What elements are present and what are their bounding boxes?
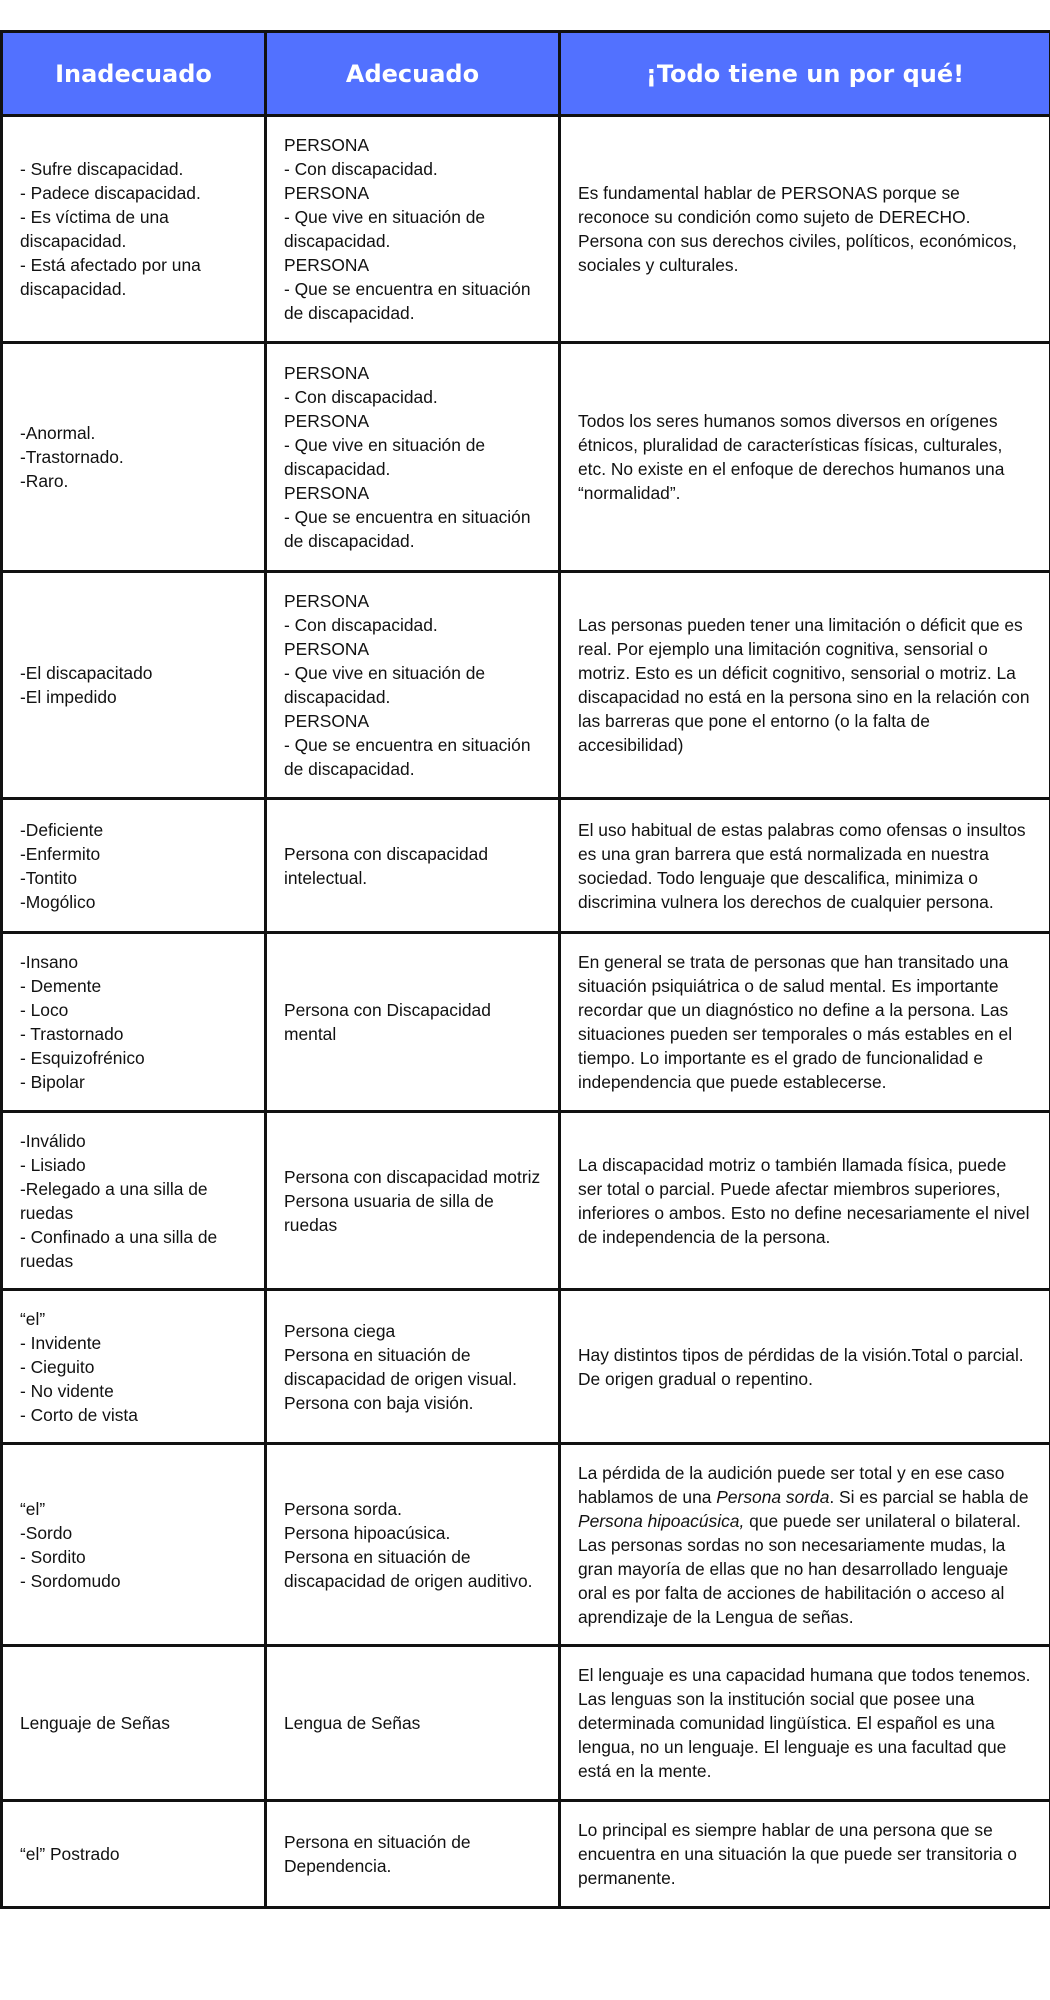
- cell-inadecuado: “el” Postrado: [2, 1801, 266, 1908]
- header-adecuado: Adecuado: [266, 32, 560, 116]
- cell-adecuado: PERSONA - Con discapacidad. PERSONA - Que vive en situación de discapacidad. PERSONA - Que se encuentra en situación de discapacidad.: [266, 116, 560, 343]
- table-row: [2, 572, 1050, 799]
- cell-explicacion: En general se trata de personas que han transitado una situación psiquiátrica o de salud mental. Es importante recordar que un diagnóstico no define a la persona. Las situaciones pueden ser temporales o más estables en el tiempo. Lo importante es el grado de funcionalidad e independencia que puede establecerse.: [560, 933, 1050, 1112]
- explicacion-text: La pérdida de la audición puede ser total y en ese caso hablamos de una: [578, 1462, 1005, 1507]
- header-row: [2, 32, 1050, 116]
- cell-adecuado: Lengua de Señas: [266, 1646, 560, 1801]
- table-row: [2, 799, 1050, 933]
- header-por-que: ¡Todo tiene un por qué!: [560, 32, 1050, 116]
- table-row: [2, 1801, 1050, 1908]
- cell-adecuado: Persona con discapacidad intelectual.: [266, 799, 560, 933]
- cell-adecuado: Persona ciega Persona en situación de discapacidad de origen visual. Persona con baja visión.: [266, 1290, 560, 1444]
- cell-adecuado: Persona en situación de Dependencia.: [266, 1801, 560, 1908]
- cell-inadecuado: - Sufre discapacidad. - Padece discapacidad. - Es víctima de una discapacidad. - Está afectado por una discapacidad.: [2, 116, 266, 343]
- table-row: [2, 1290, 1050, 1444]
- cell-adecuado: PERSONA - Con discapacidad. PERSONA - Que vive en situación de discapacidad. PERSONA - Que se encuentra en situación de discapacidad.: [266, 572, 560, 799]
- table-row: [2, 933, 1050, 1112]
- cell-explicacion: Hay distintos tipos de pérdidas de la visión.Total o parcial. De origen gradual o repentino.: [560, 1290, 1050, 1444]
- table-row: [2, 343, 1050, 572]
- cell-inadecuado: -Inválido - Lisiado -Relegado a una silla de ruedas - Confinado a una silla de ruedas: [2, 1112, 266, 1290]
- cell-explicacion: Las personas pueden tener una limitación o déficit que es real. Por ejemplo una limitación cognitiva, sensorial o motriz. Esto es un déficit cognitivo, sensorial o motriz. La discapacidad no está en la persona sino en la relación con las barreras que pone el entorno (o la falta de accesibilidad): [560, 572, 1050, 799]
- inclusive-language-table: [0, 30, 1050, 1909]
- header-inadecuado: Inadecuado: [2, 32, 266, 116]
- table-row: [2, 1646, 1050, 1801]
- explicacion-text: . Si es parcial se habla de: [829, 1486, 1029, 1507]
- cell-inadecuado: -Anormal. -Trastornado. -Raro.: [2, 343, 266, 572]
- cell-adecuado: Persona con Discapacidad mental: [266, 933, 560, 1112]
- explicacion-text: que puede ser unilateral o bilateral. Las personas sordas no son necesariamente mudas, la gran mayoría de ellas que no han desarrollado lenguaje oral es por falta de acciones de habilitación o acceso al aprendizaje de la Lengua de señas.: [578, 1510, 1021, 1627]
- cell-explicacion: Lo principal es siempre hablar de una persona que se encuentra en una situación la que puede ser transitoria o permanente.: [560, 1801, 1050, 1908]
- cell-explicacion: El lenguaje es una capacidad humana que todos tenemos. Las lenguas son la institución social que posee una determinada comunidad lingüística. El español es una lengua, no un lenguaje. El lenguaje es una facultad que está en la mente.: [560, 1646, 1050, 1801]
- cell-inadecuado: “el” - Invidente - Cieguito - No vidente - Corto de vista: [2, 1290, 266, 1444]
- cell-adecuado: Persona sorda. Persona hipoacúsica. Persona en situación de discapacidad de origen auditivo.: [266, 1444, 560, 1646]
- cell-explicacion: Es fundamental hablar de PERSONAS porque se reconoce su condición como sujeto de DERECHO. Persona con sus derechos civiles, políticos, económicos, sociales y culturales.: [560, 116, 1050, 343]
- cell-inadecuado: “el” -Sordo - Sordito - Sordomudo: [2, 1444, 266, 1646]
- cell-explicacion: Todos los seres humanos somos diversos en orígenes étnicos, pluralidad de características físicas, culturales, etc. No existe en el enfoque de derechos humanos una “normalidad”.: [560, 343, 1050, 572]
- cell-explicacion: La discapacidad motriz o también llamada física, puede ser total o parcial. Puede afectar miembros superiores, inferiores o ambos. Esto no define necesariamente el nivel de independencia de la persona.: [560, 1112, 1050, 1290]
- table-row: [2, 1444, 1050, 1646]
- explicacion-emphasis: Persona hipoacúsica,: [578, 1510, 745, 1531]
- cell-adecuado: PERSONA - Con discapacidad. PERSONA - Que vive en situación de discapacidad. PERSONA - Que se encuentra en situación de discapacidad.: [266, 343, 560, 572]
- cell-adecuado: Persona con discapacidad motriz Persona usuaria de silla de ruedas: [266, 1112, 560, 1290]
- table-row: [2, 1112, 1050, 1290]
- cell-inadecuado: -Insano - Demente - Loco - Trastornado - Esquizofrénico - Bipolar: [2, 933, 266, 1112]
- cell-inadecuado: Lenguaje de Señas: [2, 1646, 266, 1801]
- cell-explicacion: [560, 1444, 1050, 1646]
- cell-inadecuado: -El discapacitado -El impedido: [2, 572, 266, 799]
- explicacion-emphasis: Persona sorda: [716, 1486, 830, 1507]
- cell-explicacion: El uso habitual de estas palabras como ofensas o insultos es una gran barrera que está normalizada en nuestra sociedad. Todo lenguaje que descalifica, minimiza o discrimina vulnera los derechos de cualquier persona.: [560, 799, 1050, 933]
- cell-inadecuado: -Deficiente -Enfermito -Tontito -Mogólico: [2, 799, 266, 933]
- table-row: [2, 116, 1050, 343]
